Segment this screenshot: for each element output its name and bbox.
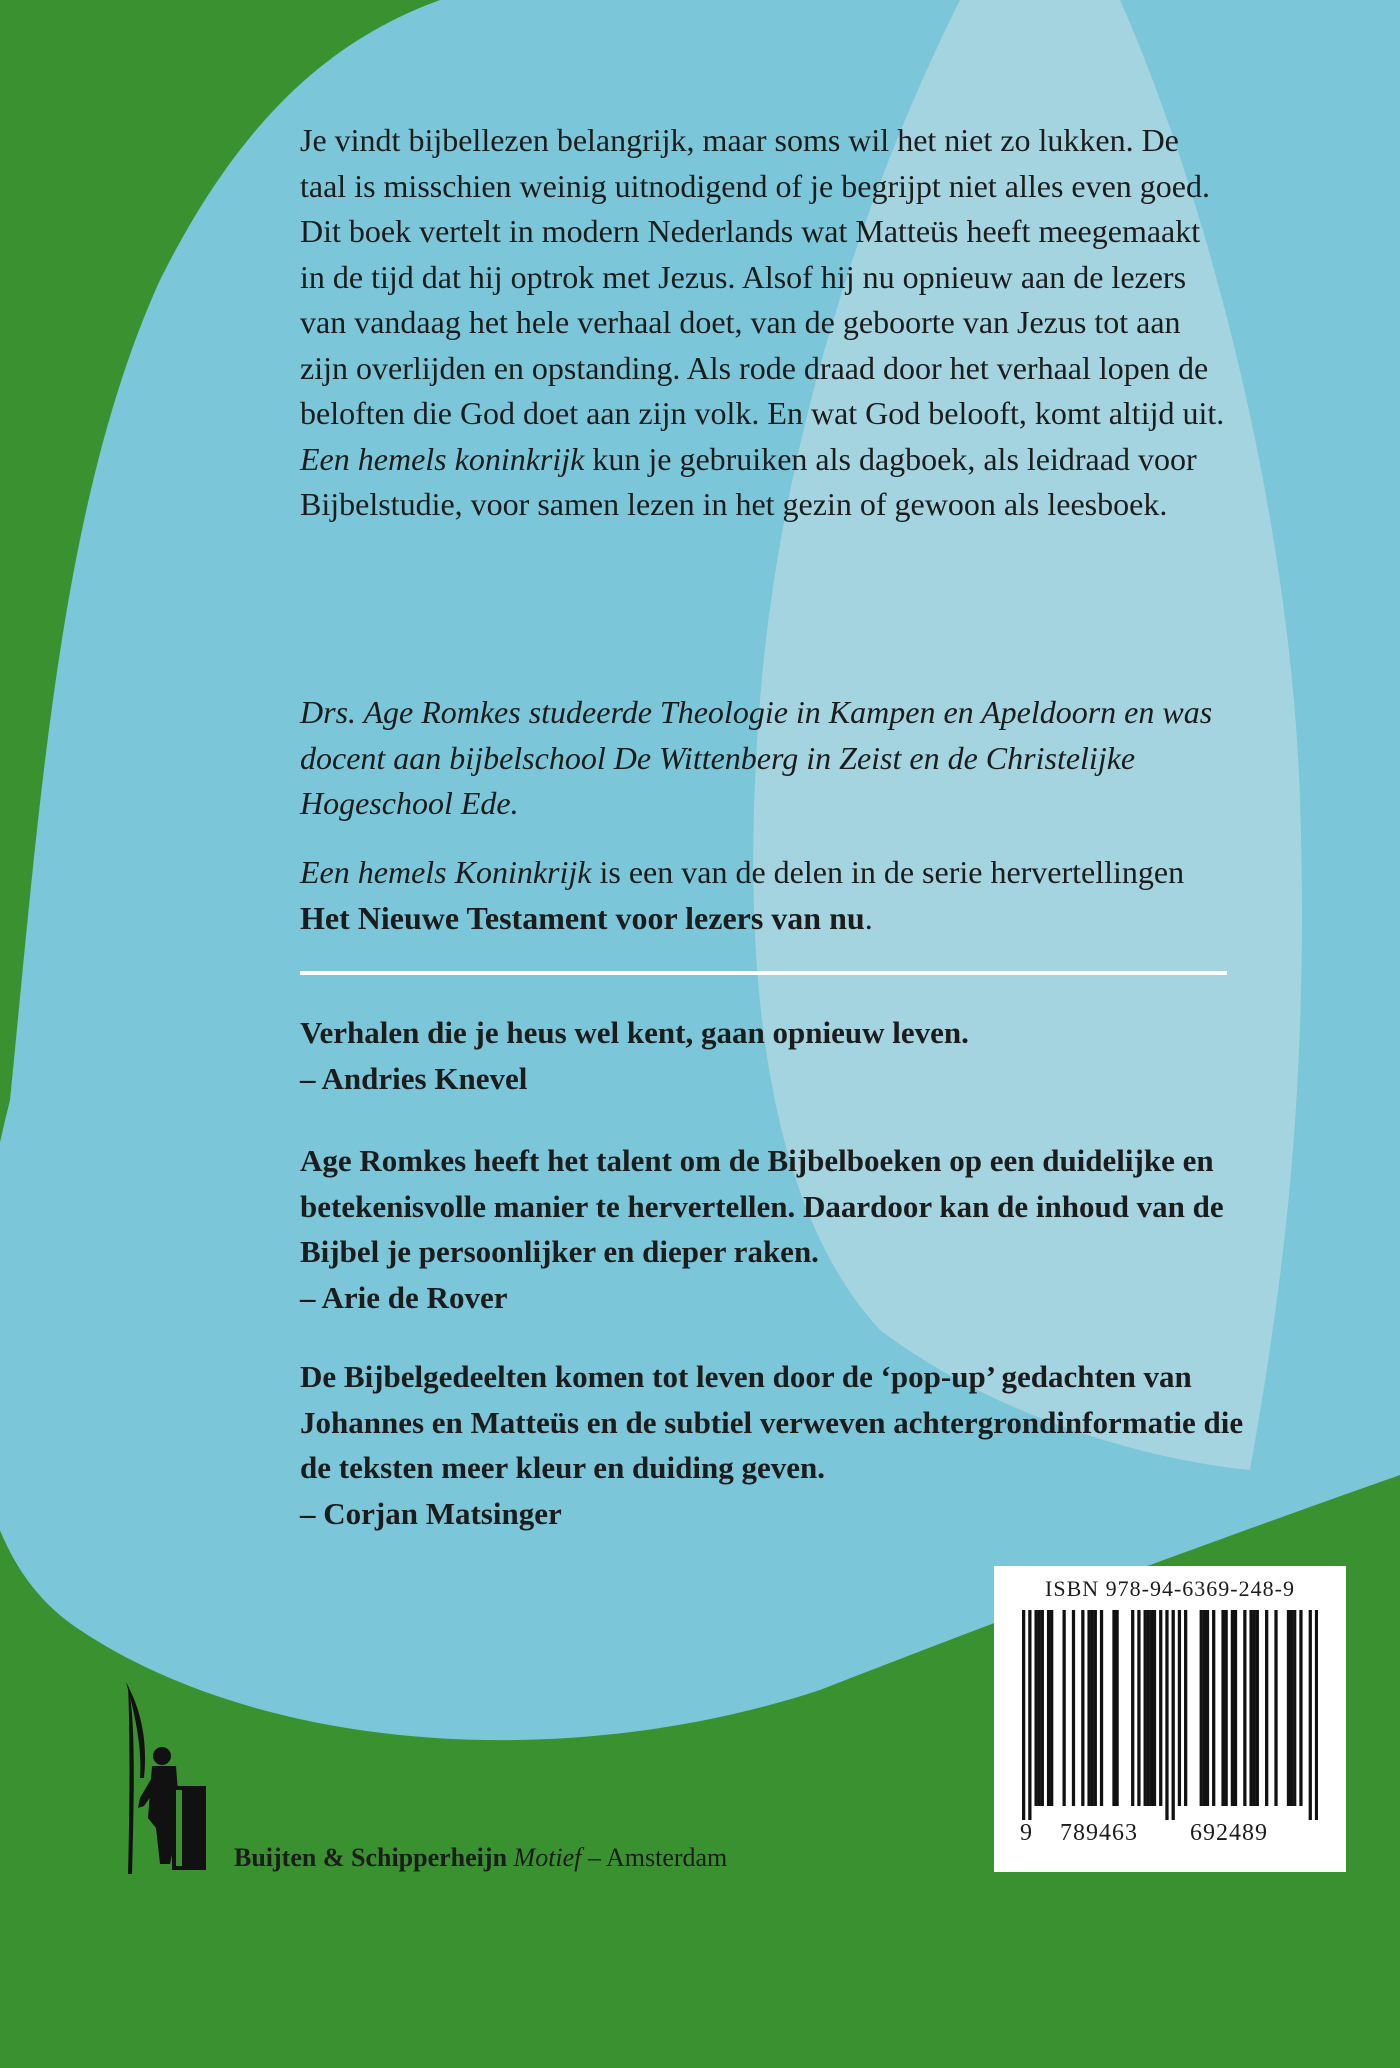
quote-author: – Corjan Matsinger (300, 1495, 562, 1531)
publisher-city: – Amsterdam (581, 1843, 728, 1872)
barcode-bar (1144, 1610, 1147, 1806)
barcode-bar (1137, 1610, 1140, 1806)
publisher-imprint: Motief (513, 1843, 582, 1872)
publisher-imprint-line (234, 1843, 727, 1873)
series-name: Het Nieuwe Testament voor lezers van nu (300, 899, 865, 936)
divider-line (300, 971, 1227, 975)
barcode-bar (1293, 1610, 1296, 1806)
barcode-bar (1256, 1610, 1259, 1806)
quote-text: De Bijbelgedeelten komen tot leven door de ‘pop-up’ gedachten van Johannes en Matteüs en de subtiel verweven achtergrondinformatie die de teksten meer kleur en duiding geven. (300, 1359, 1244, 1485)
quote-text: Age Romkes heeft het talent om de Bijbelboeken op een duidelijke en betekenisvolle manier te hervertellen. Daardoor kan de inhoud van de Bijbel je persoonlijker en dieper raken. (300, 1143, 1224, 1269)
barcode-digit-first: 9 (1020, 1820, 1033, 1846)
barcode-bar (1221, 1610, 1224, 1806)
book-title: Een hemels koninkrijk (300, 440, 585, 477)
quote-3 (300, 1354, 1260, 1536)
isbn-barcode (994, 1566, 1346, 1872)
barcode-bar (1172, 1610, 1175, 1820)
barcode-bar (1087, 1610, 1090, 1806)
barcode-bar (1249, 1610, 1252, 1806)
series-end: . (864, 899, 873, 936)
barcode-bar (1094, 1610, 1097, 1806)
barcode-bar (1274, 1610, 1277, 1806)
barcode-bar (1072, 1610, 1075, 1806)
barcode-bar (1112, 1610, 1115, 1806)
author-bio-block (300, 690, 1230, 827)
blurb-paragraph-3 (300, 437, 1230, 528)
barcode-bar (1206, 1610, 1209, 1806)
barcode-bar (1178, 1610, 1181, 1806)
barcode-bar (1153, 1610, 1156, 1806)
barcode-bar (1203, 1610, 1206, 1806)
quote-text: Verhalen die je heus wel kent, gaan opnieuw leven. (300, 1015, 969, 1050)
series-book-title: Een hemels Koninkrijk (300, 854, 592, 890)
series-block (300, 850, 1230, 941)
barcode-digits-left: 789463 (1060, 1820, 1138, 1846)
barcode-bar (1184, 1610, 1187, 1806)
barcode-bar (1315, 1610, 1318, 1820)
barcode-bar (1309, 1610, 1312, 1820)
barcode-bar (1038, 1610, 1041, 1806)
blurb (300, 118, 1230, 528)
barcode-bar (1159, 1610, 1162, 1806)
barcode-bar (1290, 1610, 1293, 1806)
blurb-paragraph-2: Dit boek vertelt in modern Nederlands wat Matteüs heeft meegemaakt in de tijd dat hij optrok met Jezus. Alsof hij nu opnieuw aan de lezers van vandaag het hele verhaal doet, van de geboorte van Jezus tot aan zijn overlijden en opstanding. Als rode draad door het verhaal lopen de beloften die God doet aan zijn volk. En wat God belooft, komt altijd uit. (300, 213, 1225, 431)
blurb-paragraph-1: Je vindt bijbellezen belangrijk, maar soms wil het niet zo lukken. De taal is misschien weinig uitnodigend of je begrijpt niet alles even goed. (300, 122, 1210, 204)
series-middle-text: is een van de delen in de serie hervertellingen (591, 854, 1185, 890)
barcode-bar (1299, 1610, 1302, 1806)
publisher-name: Buijten & Schipperheijn (234, 1843, 508, 1872)
barcode-bar (1147, 1610, 1150, 1806)
barcode-bar (1047, 1610, 1050, 1806)
barcode-bar (1200, 1610, 1203, 1806)
barcode-bar (1253, 1610, 1256, 1806)
barcode-bar (1165, 1610, 1168, 1820)
quote-1 (300, 1010, 1260, 1101)
author-bio: Drs. Age Romkes studeerde Theologie in Kampen en Apeldoorn en was docent aan bijbelschool De Wittenberg in Zeist en de Christelijke Hogeschool Ede. (300, 694, 1213, 821)
barcode-bar (1028, 1610, 1031, 1820)
blurb-paragraph-3-rest: kun je gebruiken als dagboek, als leidraad voor Bijbelstudie, voor samen lezen in het gezin of gewoon als leesboek. (300, 440, 1197, 522)
barcode-bar (1150, 1610, 1153, 1806)
barcode-bar (1243, 1610, 1246, 1806)
knight-with-quill-logo-icon (118, 1678, 218, 1878)
barcode-bar (1022, 1610, 1025, 1820)
barcode-bar (1265, 1610, 1268, 1806)
barcode-bar (1100, 1610, 1103, 1806)
series-info (300, 850, 1230, 941)
barcode-bar (1041, 1610, 1044, 1806)
barcode-bar (1231, 1610, 1234, 1806)
barcode-bar (1234, 1610, 1237, 1806)
barcode-bar (1212, 1610, 1215, 1806)
barcode-bar (1050, 1610, 1053, 1806)
barcode-bar (1091, 1610, 1094, 1806)
barcode-bar (1063, 1610, 1066, 1806)
barcode-bars (1022, 1610, 1318, 1820)
barcode-digits-right: 692489 (1190, 1820, 1268, 1846)
barcode-bar (1225, 1610, 1228, 1806)
barcode-bar (1034, 1610, 1037, 1806)
barcode-bar (1081, 1610, 1084, 1806)
isbn-label: ISBN 978-94-6369-248-9 (1045, 1576, 1295, 1601)
barcode-bar (1287, 1610, 1290, 1806)
quote-2 (300, 1138, 1260, 1320)
quote-author: – Arie de Rover (300, 1279, 508, 1315)
barcode-bar (1115, 1610, 1118, 1806)
barcode-bar (1131, 1610, 1134, 1806)
quote-author: – Andries Knevel (300, 1060, 528, 1096)
